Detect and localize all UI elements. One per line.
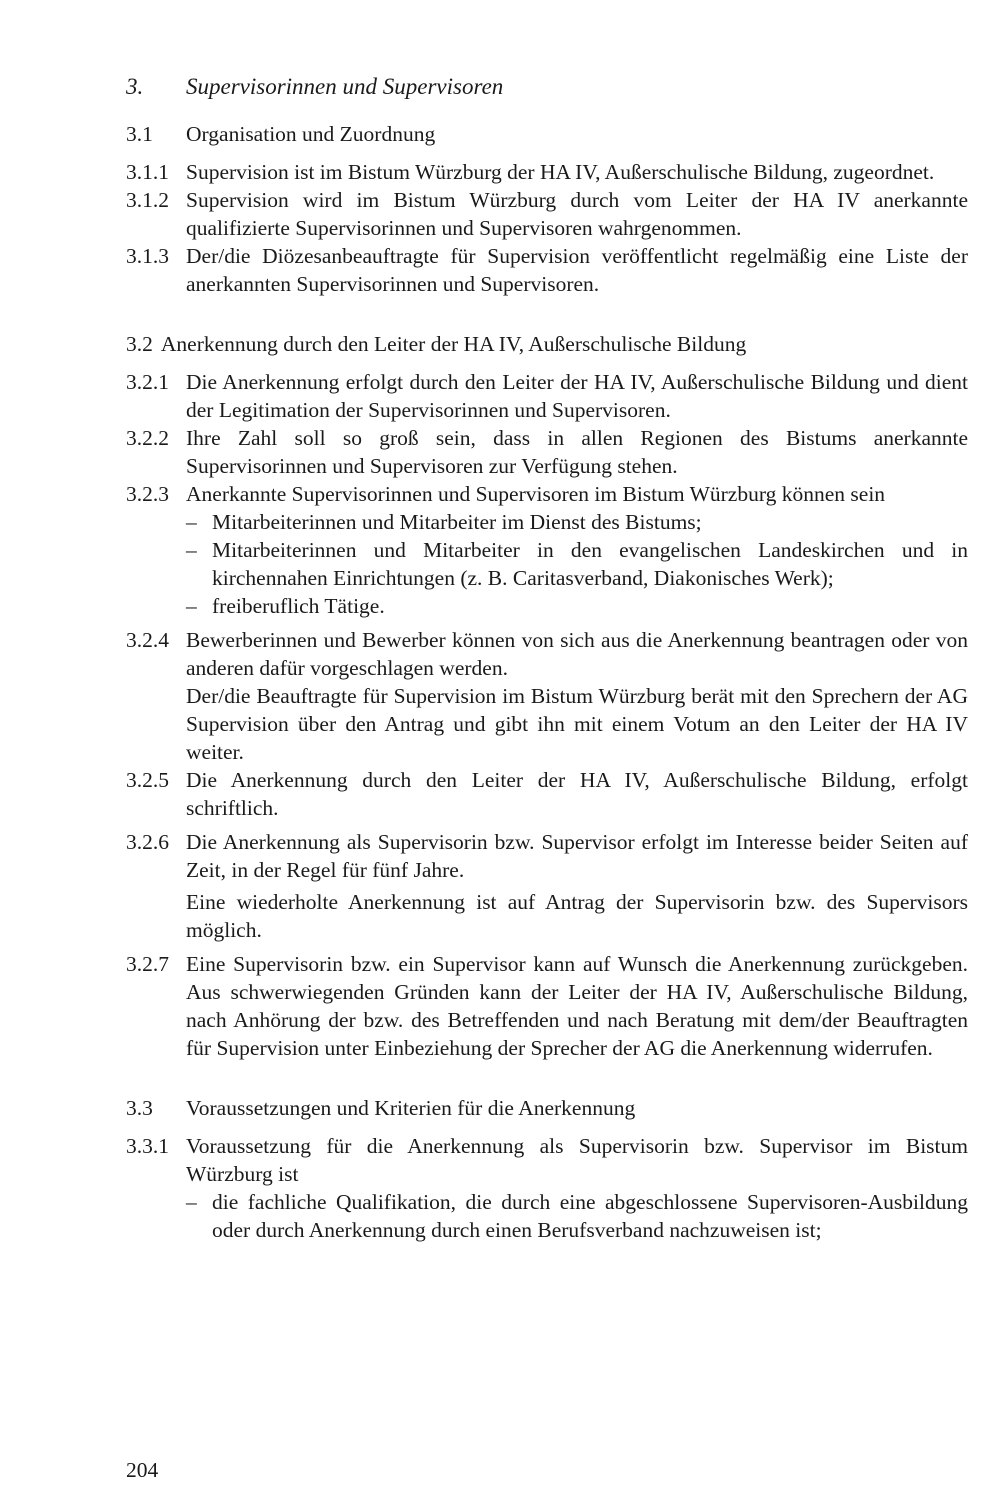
dash-marker: –	[186, 510, 197, 534]
item-3-3-1	[126, 1132, 968, 1244]
list-item	[186, 1188, 968, 1244]
section-title: Voraussetzungen und Kriterien für die Anerkennung	[186, 1096, 636, 1120]
item-text: Ihre Zahl soll so groß sein, dass in allen Regionen des Bistums anerkannte Supervisorinnen und Supervisoren zur Verfügung stehen.	[186, 426, 968, 478]
item-text: Supervision ist im Bistum Würzburg der HA IV, Außerschulische Bildung, zugeordnet.	[186, 160, 935, 184]
dash-marker: –	[186, 594, 197, 618]
item-text-continued: Eine wiederholte Anerkennung ist auf Antrag der Supervisorin bzw. des Supervisors möglich.	[186, 890, 968, 942]
section-number: 3.3	[126, 1096, 153, 1120]
item-number: 3.1.3	[126, 244, 169, 268]
list-item	[186, 508, 968, 536]
item-text: Die Anerkennung als Supervisorin bzw. Supervisor erfolgt im Interesse beider Seiten auf Zeit, in der Regel für fünf Jahre.	[186, 830, 968, 882]
item-text: Voraussetzung für die Anerkennung als Supervisorin bzw. Supervisor im Bistum Würzburg ist	[186, 1134, 968, 1186]
item-number: 3.2.1	[126, 370, 169, 394]
list-item	[186, 536, 968, 592]
item-3-1-3	[126, 242, 968, 298]
section-title: Organisation und Zuordnung	[186, 122, 436, 146]
page-content	[126, 72, 968, 1244]
item-number: 3.2.7	[126, 952, 169, 976]
section-number: 3.1	[126, 122, 153, 146]
item-text: Bewerberinnen und Bewerber können von sich aus die Anerkennung beantragen oder von anderen dafür vorgeschlagen werden.	[186, 628, 968, 680]
chapter-number: 3.	[126, 74, 144, 99]
item-text: Die Anerkennung erfolgt durch den Leiter der HA IV, Außerschulische Bildung und dient der Legitimation der Supervisorinnen und Supervisoren.	[186, 370, 968, 422]
item-text: Supervision wird im Bistum Würzburg durch vom Leiter der HA IV anerkannte qualifizierte Supervisorinnen und Supervisoren wahrgenommen.	[186, 188, 968, 240]
item-text: Anerkannte Supervisorinnen und Supervisoren im Bistum Würzburg können sein	[186, 482, 886, 506]
item-text: Die Anerkennung durch den Leiter der HA IV, Außerschulische Bildung, erfolgt schriftlich.	[186, 768, 968, 820]
list-item-text: die fachliche Qualifikation, die durch eine abgeschlossene Supervisoren-Ausbildung oder durch Anerkennung durch einen Berufsverband nachzuweisen ist;	[212, 1190, 968, 1242]
item-3-2-4	[126, 626, 968, 766]
list-item-text: freiberuflich Tätige.	[212, 594, 385, 618]
item-3-2-2	[126, 424, 968, 480]
section-number: 3.2	[126, 332, 153, 356]
item-3-2-5	[126, 766, 968, 822]
item-3-1-2	[126, 186, 968, 242]
item-number: 3.2.4	[126, 628, 169, 652]
item-3-2-7	[126, 950, 968, 1062]
dash-marker: –	[186, 538, 197, 562]
list-item-text: Mitarbeiterinnen und Mitarbeiter in den evangelischen Landeskirchen und in kirchennahen Einrichtungen (z. B. Caritasverband, Diakonisches Werk);	[212, 538, 968, 590]
item-number: 3.1.2	[126, 188, 169, 212]
item-number: 3.3.1	[126, 1134, 169, 1158]
dash-marker: –	[186, 1190, 197, 1214]
section-heading-3-3	[126, 1094, 968, 1122]
page-number: 204	[126, 1458, 159, 1482]
item-text-continued: Der/die Beauftragte für Supervision im Bistum Würzburg berät mit den Sprechern der AG Supervision über den Antrag und gibt ihn mit einem Votum an den Leiter der HA IV weiter.	[186, 684, 968, 764]
item-3-2-6	[126, 828, 968, 944]
bullet-list	[186, 1188, 968, 1244]
section-title: Anerkennung durch den Leiter der HA IV, Außerschulische Bildung	[160, 332, 747, 356]
chapter-heading	[126, 72, 968, 102]
item-text: Eine Supervisorin bzw. ein Supervisor kann auf Wunsch die Anerkennung zurückgeben. Aus schwerwiegenden Gründen kann der Leiter der HA IV, Außerschulische Bildung, nach Anhörung der bzw. des Betreffenden und nach Beratung mit dem/der Beauftragten für Supervision unter Einbeziehung der Sprecher der AG die Anerkennung widerrufen.	[186, 952, 968, 1060]
item-number: 3.1.1	[126, 160, 169, 184]
item-3-1-1	[126, 158, 968, 186]
list-item-text: Mitarbeiterinnen und Mitarbeiter im Dienst des Bistums;	[212, 510, 702, 534]
item-number: 3.2.2	[126, 426, 169, 450]
item-3-2-3	[126, 480, 968, 620]
section-heading-3-2	[126, 330, 968, 358]
item-3-2-1	[126, 368, 968, 424]
section-heading-3-1	[126, 120, 968, 148]
item-text: Der/die Diözesanbeauftragte für Supervision veröffentlicht regelmäßig eine Liste der anerkannten Supervisorinnen und Supervisoren.	[186, 244, 968, 296]
bullet-list	[186, 508, 968, 620]
item-number: 3.2.3	[126, 482, 169, 506]
chapter-title: Supervisorinnen und Supervisoren	[186, 74, 504, 99]
item-number: 3.2.6	[126, 830, 169, 854]
list-item	[186, 592, 968, 620]
item-number: 3.2.5	[126, 768, 169, 792]
